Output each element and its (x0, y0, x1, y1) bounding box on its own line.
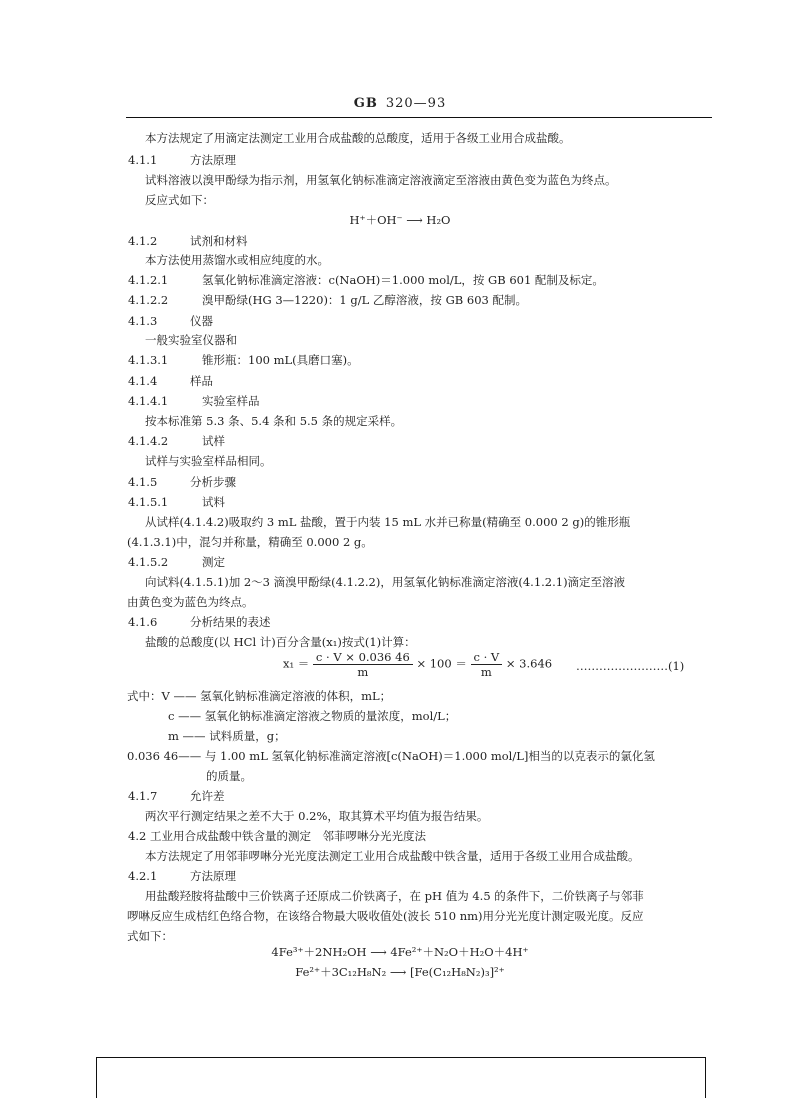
where-line-5: 的质量。 (206, 769, 252, 783)
where-line-1: 式中：V —— 氢氧化钠标准滴定溶液的体积，mL； (127, 689, 392, 703)
section-number: 4.1.1 (128, 153, 158, 167)
test-portion-text-2: (4.1.3.1)中，混匀并称量，精确至 0.000 2 g。 (127, 535, 373, 549)
determination-text-1: 向试料(4.1.5.1)加 2～3 滴溴甲酚绿(4.1.2.2)，用氢氧化钠标准滴定溶液(4.1.2.1)滴定至溶液 (145, 575, 626, 589)
formula-fraction-1 (313, 650, 413, 679)
where-line-4: 0.036 46—— 与 1.00 mL 氢氧化钠标准滴定溶液[c(NaOH)＝1.000 mol/L]相当的以克表示的氯化氢 (127, 749, 655, 763)
formula-number: ……………………(1) (576, 659, 685, 673)
calculation-intro: 盐酸的总酸度(以 HCl 计)百分含量(x₁)按式(1)计算： (145, 635, 416, 649)
section-number: 4.1.5.1 (128, 495, 169, 509)
section-title: 测定 (202, 555, 225, 569)
section-number: 4.1.6 (128, 615, 158, 629)
section-number: 4.1.2 (128, 234, 158, 248)
formula-1 (283, 650, 552, 679)
section-4-1-2-2 (128, 292, 527, 308)
section-title: 样品 (190, 374, 213, 388)
section-number: 4.2 (128, 829, 147, 843)
intro-paragraph: 本方法规定了用滴定法测定工业用合成盐酸的总酸度，适用于各级工业用合成盐酸。 (145, 131, 571, 145)
section-number: 4.1.5 (128, 475, 158, 489)
section-number: 4.1.4 (128, 374, 158, 388)
formula-fraction-2 (471, 650, 503, 679)
iron-method-text: 本方法规定了用邻菲啰啉分光光度法测定工业用合成盐酸中铁含量，适用于各级工业用合成盐酸。 (145, 849, 640, 863)
section-number: 4.1.2.1 (128, 273, 169, 287)
section-4-1-5-2-heading (128, 554, 225, 570)
reagent-water-text: 本方法使用蒸馏水或相应纯度的水。 (145, 253, 329, 267)
section-4-1-7-heading (128, 788, 225, 804)
fraction-denominator: m (480, 665, 492, 679)
where-line-3: m —— 试料质量，g； (168, 729, 286, 743)
section-title: 试样 (202, 434, 225, 448)
section-title: 仪器 (190, 314, 213, 328)
section-number: 4.1.4.1 (128, 394, 169, 408)
section-title: 分析步骤 (190, 475, 236, 489)
reaction-equation-2: 4Fe³⁺＋2NH₂OH ⟶ 4Fe²⁺＋N₂O＋H₂O＋4H⁺ (271, 945, 529, 959)
section-4-1-5-heading (128, 474, 236, 490)
section-title: 方法原理 (190, 153, 236, 167)
section-4-1-1-heading (128, 152, 236, 168)
formula-tail: × 3.646 (505, 656, 553, 671)
section-4-1-2-1 (128, 272, 604, 288)
section-number: 4.1.5.2 (128, 555, 169, 569)
section-text: 锥形瓶：100 mL(具磨口塞)。 (202, 353, 359, 367)
section-number: 4.2.1 (128, 869, 158, 883)
apparatus-text: 一般实验室仪器和 (145, 333, 237, 347)
iron-principle-text-2: 啰啉反应生成桔红色络合物，在该络合物最大吸收值处(波长 510 nm)用分光光度计测定吸光度。反应 (127, 909, 644, 923)
sampling-text: 按本标准第 5.3 条、5.4 条和 5.5 条的规定采样。 (145, 414, 403, 428)
page-footer-frame (96, 1057, 706, 1098)
reaction-equation-3: Fe²⁺＋3C₁₂H₈N₂ ⟶ [Fe(C₁₂H₈N₂)₃]²⁺ (295, 965, 505, 979)
section-4-1-5-1-heading (128, 494, 225, 510)
section-title: 工业用合成盐酸中铁含量的测定 邻菲啰啉分光光度法 (150, 829, 426, 843)
header-rule (126, 117, 712, 118)
standard-code: GB (353, 96, 378, 111)
section-number: 4.1.4.2 (128, 434, 169, 448)
section-title: 试剂和材料 (190, 234, 248, 248)
section-4-1-3-1 (128, 352, 359, 368)
section-text: 溴甲酚绿(HG 3—1220)：1 g/L 乙醇溶液，按 GB 603 配制。 (202, 293, 527, 307)
test-portion-text-1: 从试样(4.1.4.2)吸取约 3 mL 盐酸，置于内装 15 mL 水并已称量(精确至 0.000 2 g)的锥形瓶 (145, 515, 631, 529)
section-4-2-heading (128, 828, 426, 844)
section-title: 分析结果的表述 (190, 615, 271, 629)
section-4-1-4-2-heading (128, 433, 225, 449)
reaction-equation-1: H⁺＋OH⁻ ⟶ H₂O (349, 213, 451, 227)
sample-text: 试样与实验室样品相同。 (145, 454, 272, 468)
section-text: 氢氧化钠标准滴定溶液：c(NaOH)＝1.000 mol/L，按 GB 601 配制及标定。 (202, 273, 604, 287)
section-4-1-4-1-heading (128, 393, 260, 409)
page-header (0, 96, 800, 111)
formula-lhs: x₁ ＝ (283, 656, 310, 671)
reaction-intro: 反应式如下： (145, 193, 214, 207)
standard-number: 320—93 (385, 96, 447, 111)
section-title: 允许差 (190, 789, 225, 803)
section-number: 4.1.3 (128, 314, 158, 328)
section-number: 4.1.7 (128, 789, 158, 803)
where-line-2: c —— 氢氧化钠标准滴定溶液之物质的量浓度，mol/L； (168, 709, 457, 723)
section-4-1-3-heading (128, 313, 213, 329)
section-title: 方法原理 (190, 869, 236, 883)
formula-middle: × 100 ＝ (416, 656, 467, 671)
iron-principle-text-1: 用盐酸羟胺将盐酸中三价铁离子还原成二价铁离子，在 pH 值为 4.5 的条件下，二价铁离子与邻菲 (145, 889, 644, 903)
tolerance-text: 两次平行测定结果之差不大于 0.2%，取其算术平均值为报告结果。 (145, 809, 489, 823)
iron-principle-text-3: 式如下： (127, 929, 173, 943)
section-title: 实验室样品 (202, 394, 260, 408)
fraction-numerator: c · V (471, 650, 503, 665)
section-title: 试料 (202, 495, 225, 509)
section-4-1-4-heading (128, 373, 213, 389)
fraction-denominator: m (357, 665, 369, 679)
section-number: 4.1.3.1 (128, 353, 169, 367)
determination-text-2: 由黄色变为蓝色为终点。 (127, 595, 254, 609)
section-4-2-1-heading (128, 868, 236, 884)
fraction-numerator: c · V × 0.036 46 (313, 650, 413, 665)
principle-text: 试料溶液以溴甲酚绿为指示剂，用氢氧化钠标准滴定溶液滴定至溶液由黄色变为蓝色为终点。 (145, 173, 617, 187)
section-4-1-6-heading (128, 614, 271, 630)
section-number: 4.1.2.2 (128, 293, 169, 307)
section-4-1-2-heading (128, 233, 248, 249)
